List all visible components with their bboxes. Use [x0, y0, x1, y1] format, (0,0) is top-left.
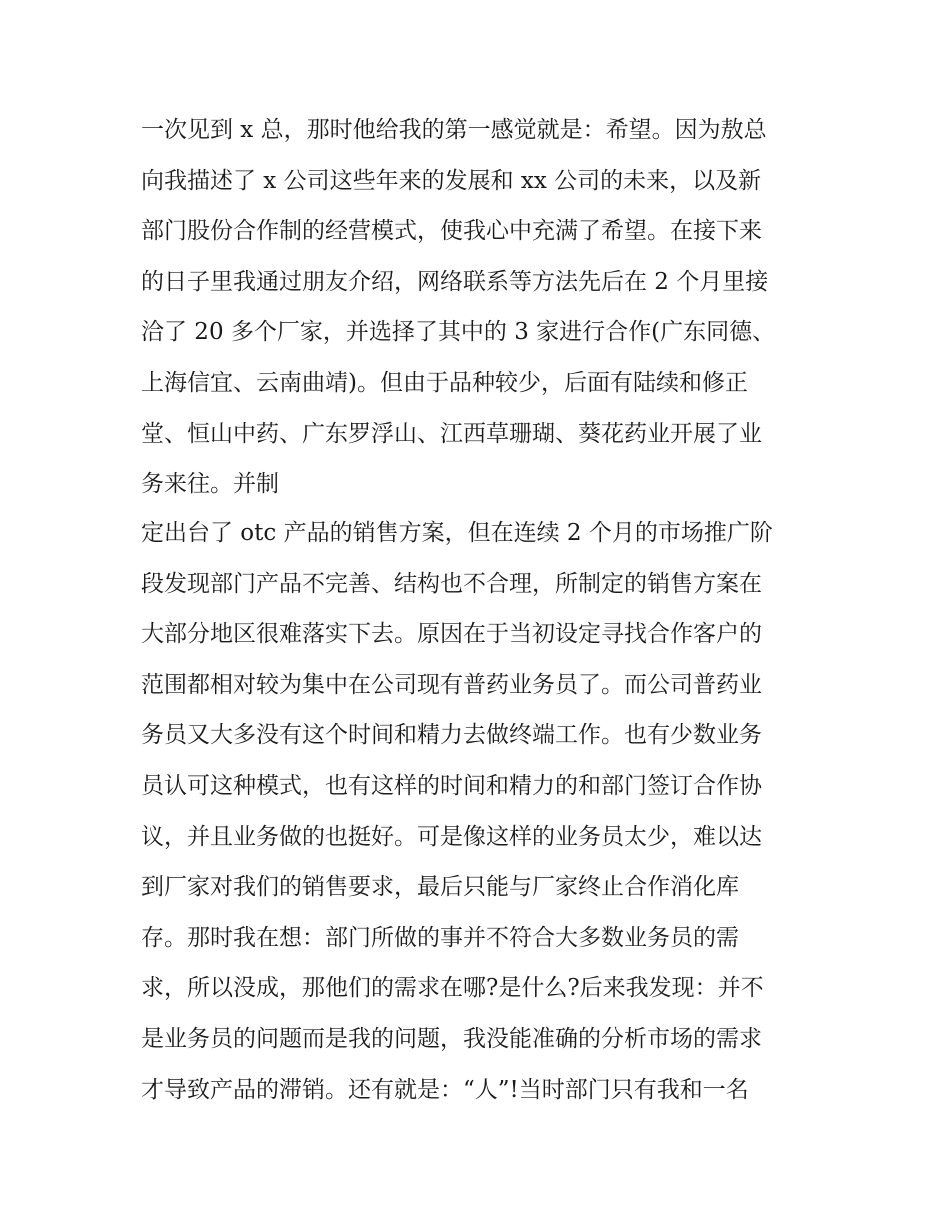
text-line: 上海信宜、云南曲靖)。但由于品种较少，后面有陆续和修正 — [141, 369, 748, 396]
text-line: 才导致产品的滞销。还有就是：“人”!当时部门只有我和一名 — [141, 1076, 749, 1103]
paragraph-1 — [141, 113, 821, 518]
text-line: 定出台了 otc 产品的销售方案，但在连续 2 个月的市场推广阶 — [141, 520, 773, 546]
text-line: 一次见到 x 总，那时他给我的第一感觉就是：希望。因为敖总 — [141, 117, 767, 143]
paragraph-2 — [141, 516, 821, 1123]
text-line: 向我描述了 x 公司这些年来的发展和 xx 公司的未来，以及新 — [141, 167, 762, 194]
text-line: 务员又大多没有这个时间和精力去做终端工作。也有少数业务 — [141, 722, 762, 749]
text-line: 范围都相对较为集中在公司现有普药业务员了。而公司普药业 — [141, 671, 762, 698]
text-line: 议，并且业务做的也挺好。可是像这样的业务员太少，难以达 — [141, 823, 762, 850]
text-line: 存。那时我在想：部门所做的事并不符合大多数业务员的需 — [141, 924, 739, 951]
text-line: 务来往。并制 — [141, 471, 279, 498]
text-line: 段发现部门产品不完善、结构也不合理，所制定的销售方案在 — [141, 570, 762, 597]
text-line: 堂、恒山中药、广东罗浮山、江西草珊瑚、葵花药业开展了业 — [141, 420, 762, 447]
text-line: 到厂家对我们的销售要求，最后只能与厂家终止合作消化库 — [141, 874, 739, 901]
text-line: 求，所以没成，那他们的需求在哪?是什么?后来我发现：并不 — [141, 975, 764, 1002]
text-line: 洽了 20 多个厂家，并选择了其中的 3 家进行合作(广东同德、 — [141, 319, 776, 346]
text-line: 是业务员的问题而是我的问题，我没能准确的分析市场的需求 — [141, 1025, 762, 1052]
text-line: 的日子里我通过朋友介绍，网络联系等方法先后在 2 个月里接 — [141, 268, 769, 295]
text-line: 部门股份合作制的经营模式，使我心中充满了希望。在接下来 — [141, 218, 762, 245]
text-line: 大部分地区很难落实下去。原因在于当初设定寻找合作客户的 — [141, 621, 762, 648]
text-line: 员认可这种模式，也有这样的时间和精力的和部门签订合作协 — [141, 772, 762, 799]
